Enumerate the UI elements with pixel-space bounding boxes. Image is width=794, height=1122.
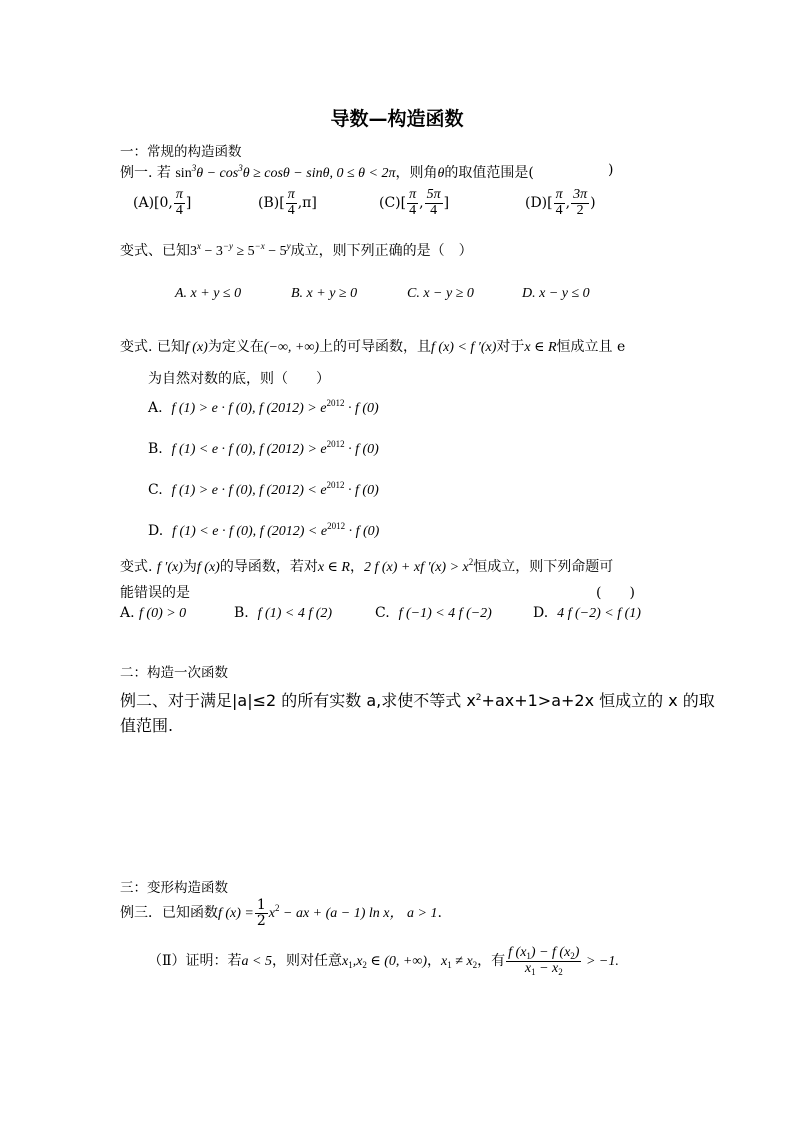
example-1-option-b: (B)[ $\frac{\pi}{4}$ ,π] <box>258 187 317 218</box>
example-3-statement: 例三．已知函数f (x) = $\frac{1}{2}$ $x^2$ − ax + (a − 1) ln x， a > 1. <box>120 897 442 929</box>
variant-2-line-1: 变式. 已知f (x)为定义在(−∞, +∞)上的可导函数，且f (x) < f ′(x)对于x ∈ R恒成立且 e <box>120 339 626 355</box>
variant-3-option-d: D. 4 f (−2) < f (1) <box>533 605 641 621</box>
example-1-inequality: $\sin^3\theta - \cos^3\theta \ge \cos\theta - \sin\theta$, 0 ≤ θ < 2π <box>175 163 396 181</box>
example-1-option-d: (D)[ $\frac{\pi}{4}$ , $\frac{3\pi}{2}$ ) <box>525 187 596 218</box>
variant-1-option-c: C. x − y ≥ 0 <box>407 286 474 301</box>
variant-2-option-c: C. f (1) > e · f (0), f $(2012) < e^{2012} \cdot f$ (0) <box>148 480 379 498</box>
example-1-statement: 例一. 若 $\sin^3\theta - \cos^3\theta \ge \cos\theta - \sin\theta$, 0 ≤ θ < 2π，则角θ的取值范围是( <box>120 163 534 181</box>
section-heading-1: 一：常规的构造函数 <box>120 144 242 160</box>
example-1-label: 例一. 若 <box>120 165 171 181</box>
example-1-answer-paren: ) <box>608 162 614 178</box>
page-title: 导数—构造函数 <box>330 108 464 130</box>
variant-2-option-b: B. f (1) < e · f (0), f $(2012) > e^{2012} \cdot f$ (0) <box>148 439 379 457</box>
example-1-option-a: (A)[0, $\frac{\pi}{4}$ ] <box>133 187 192 218</box>
variant-3-option-c: C. f (−1) < 4 f (−2) <box>375 605 492 621</box>
variant-1-option-a: A. x + y ≤ 0 <box>175 286 242 301</box>
variant-3-option-a: A. f (0) > 0 <box>120 605 187 621</box>
variant-1-statement: 变式、已知$3^x - 3^{-y} \ge 5^{-x} - 5^y$成立，则下列正确的是（ ） <box>120 241 473 259</box>
variant-3-option-b: B. f (1) < 4 f (2) <box>234 605 333 621</box>
variant-3-answer-paren: ( ) <box>596 585 635 601</box>
variant-2-line-2: 为自然对数的底，则（ ） <box>148 371 330 387</box>
example-2-line-2: 值范围. <box>120 716 174 735</box>
variant-3-line-1: 变式. f ′(x)为f (x)的导函数，若对x ∈ R，2 f (x) + xf $'(x) > x^2$恒成立，则下列命题可 <box>120 557 614 575</box>
section-heading-3: 三：变形构造函数 <box>120 880 228 896</box>
variant-2-option-d: D. f (1) < e · f (0), f $(2012) < e^{2012} \cdot f$ (0) <box>148 521 380 539</box>
example-2-line-1: 例二、对于满足|a|≤2 的所有实数 a,求使不等式 $x^2+ax+1>a+2x$ 恒成立的 x 的取 <box>120 691 715 710</box>
section-heading-2: 二：构造一次函数 <box>120 665 228 681</box>
variant-3-line-2: 能错误的是 <box>120 585 190 601</box>
example-3-part-2: （Ⅱ）证明：若a < 5，则对任意$x_1,x_2$ ∈ (0, +∞)，$x_1 \ne x_2$，有 $\frac{f (x_1) - f (x_2)}{x_1 - x_2}$ > −1. <box>148 945 619 977</box>
variant-1-option-d: D. x − y ≤ 0 <box>522 286 590 301</box>
variant-1-option-b: B. x + y ≥ 0 <box>291 286 358 301</box>
example-1-option-c: (C)[ $\frac{\pi}{4}$ , $\frac{5\pi}{4}$ ] <box>379 187 450 218</box>
variant-2-option-a: A. f (1) > e · f (0), f $(2012) > e^{2012} \cdot f$ (0) <box>148 398 379 416</box>
